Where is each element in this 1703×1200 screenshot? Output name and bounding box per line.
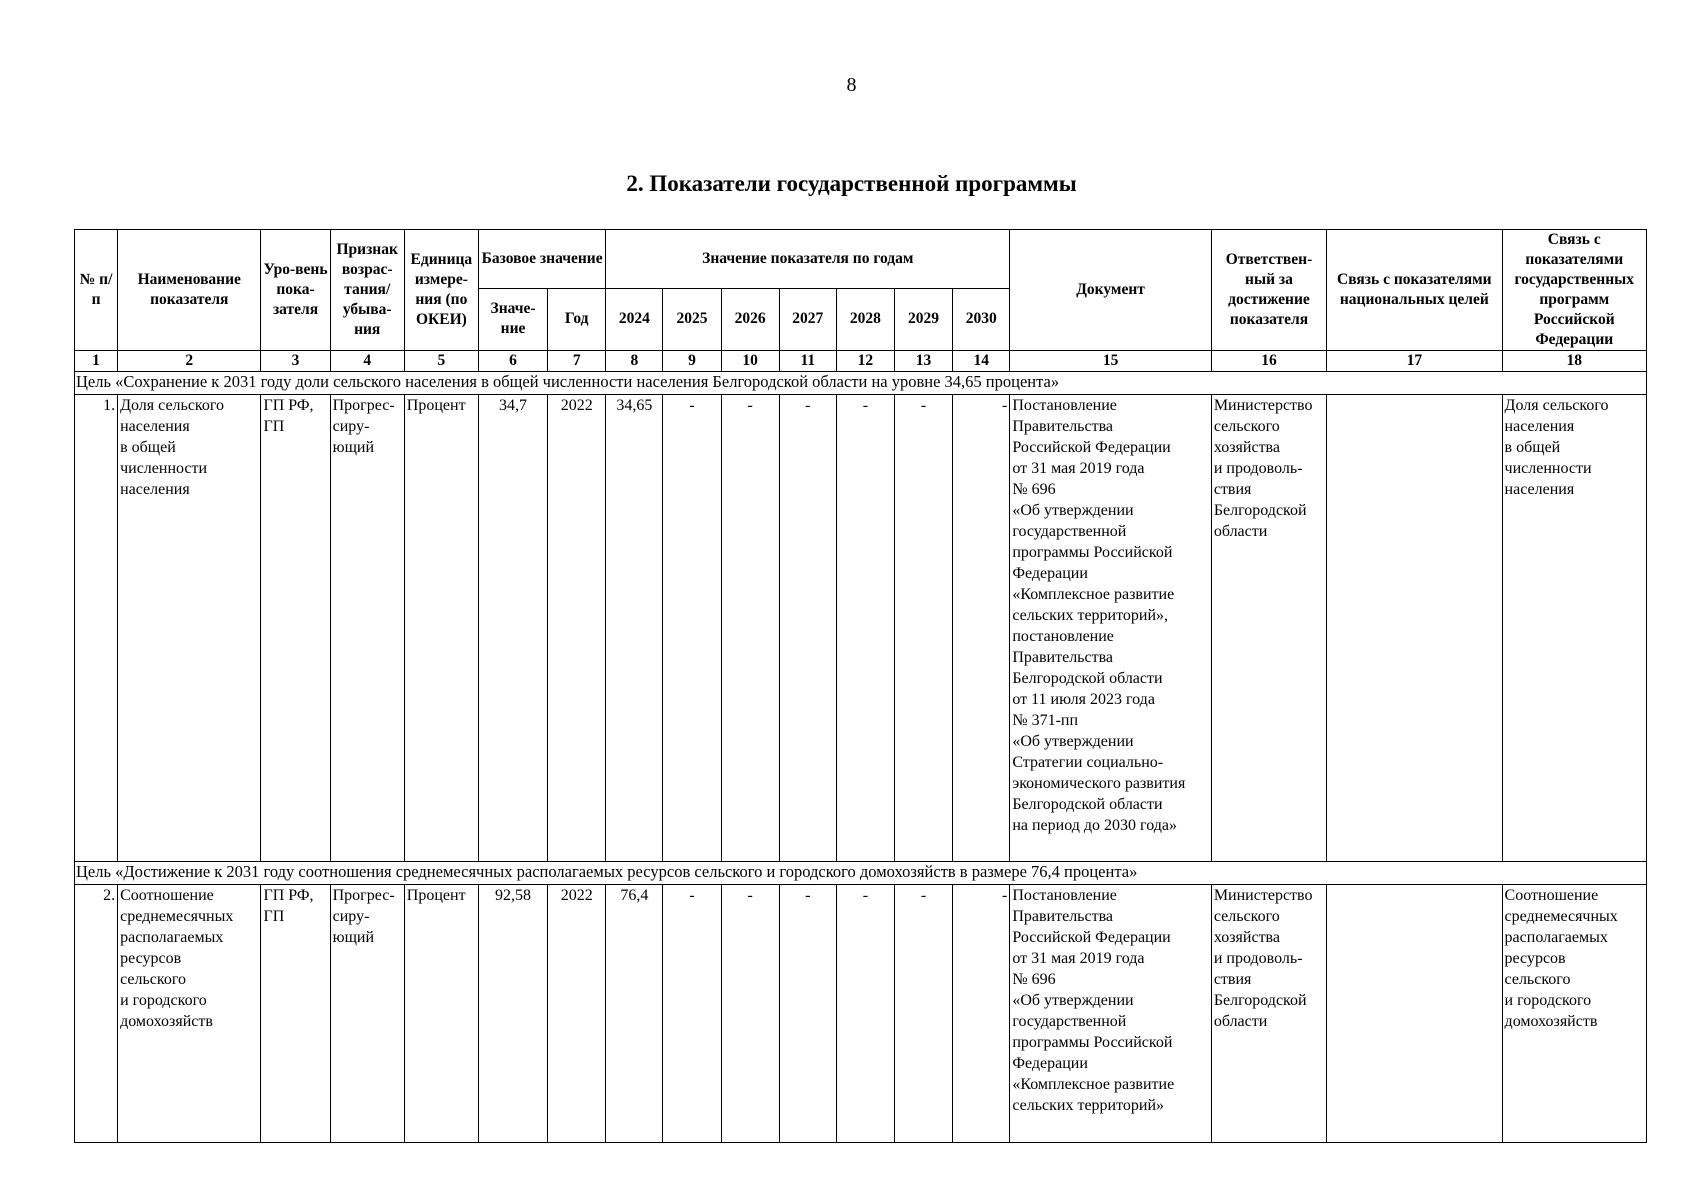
year-value: -	[953, 885, 1010, 1143]
page-title: 2. Показатели государственной программы	[626, 171, 1077, 196]
column-number: 2	[118, 351, 261, 372]
column-number: 12	[836, 351, 894, 372]
header-document: Документ	[1010, 230, 1212, 351]
column-number: 3	[261, 351, 330, 372]
indicator-sign: Прогрес- сиру- ющий	[330, 885, 404, 1143]
header-national-goals: Связь с показателями национальных целей	[1327, 230, 1502, 351]
header-values-by-year: Значение показателя по годам	[606, 230, 1010, 289]
column-number: 13	[894, 351, 952, 372]
goal-text: Цель «Достижение к 2031 году соотношения среднемесячных располагаемых ресурсов сельского и городского домохозяйств в размере 76,4 процента»	[75, 862, 1647, 885]
base-year: 2022	[548, 395, 606, 862]
indicator-row	[75, 395, 1647, 862]
header-year: 2024	[606, 288, 663, 350]
header-state-programs: Связь с показателями государственных программ Российской Федерации	[1502, 230, 1646, 351]
indicator-level: ГП РФ, ГП	[261, 885, 330, 1143]
year-value: -	[721, 885, 779, 1143]
year-value: -	[663, 395, 721, 862]
column-number: 18	[1502, 351, 1646, 372]
column-number: 6	[478, 351, 547, 372]
column-number: 16	[1211, 351, 1326, 372]
national-goals-text	[1327, 885, 1502, 1143]
header-responsible: Ответствен-ный за достижение показателя	[1211, 230, 1326, 351]
header-year: 2026	[721, 288, 779, 350]
indicator-level: ГП РФ, ГП	[261, 395, 330, 862]
row-num: 1.	[75, 395, 118, 862]
year-value: -	[663, 885, 721, 1143]
goal-text: Цель «Сохранение к 2031 году доли сельского населения в общей численности населения Белгородской области на уровне 34,65 процента»	[75, 372, 1647, 395]
column-number: 15	[1010, 351, 1212, 372]
goal-row	[75, 372, 1647, 395]
header-year: 2027	[779, 288, 836, 350]
responsible-text: Министерство сельского хозяйства и продоволь- ствия Белгородской области	[1211, 885, 1326, 1143]
national-goals-text	[1327, 395, 1502, 862]
year-value: -	[721, 395, 779, 862]
document-text: Постановление Правительства Российской Федерации от 31 мая 2019 года № 696 «Об утверждении государственной программы Российской Федерации «Комплексное развитие сельских территорий», постановление Правительства Белгородской области от 11 июля 2023 года № 371-пп «Об утверждении Стратегии социально- экономического развития Белгородской области на период до 2030 года»	[1010, 395, 1212, 862]
year-value: 34,65	[606, 395, 663, 862]
column-number: 17	[1327, 351, 1502, 372]
indicator-row	[75, 885, 1647, 1143]
base-year: 2022	[548, 885, 606, 1143]
header-year: 2029	[894, 288, 952, 350]
header-base-value: Значе-ние	[478, 288, 547, 350]
header-year: 2025	[663, 288, 721, 350]
header-base-year: Год	[548, 288, 606, 350]
column-number: 14	[953, 351, 1010, 372]
header-year: 2030	[953, 288, 1010, 350]
year-value: -	[894, 395, 952, 862]
year-value: -	[953, 395, 1010, 862]
column-number: 9	[663, 351, 721, 372]
column-number: 5	[404, 351, 478, 372]
indicators-table	[74, 229, 1647, 1143]
page-number: 8	[846, 74, 857, 96]
year-value: -	[836, 885, 894, 1143]
document-text: Постановление Правительства Российской Федерации от 31 мая 2019 года № 696 «Об утверждении государственной программы Российской Федерации «Комплексное развитие сельских территорий»	[1010, 885, 1212, 1143]
column-number: 10	[721, 351, 779, 372]
indicator-name: Соотношение среднемесячных располагаемых ресурсов сельского и городского домохозяйств	[118, 885, 261, 1143]
row-num: 2.	[75, 885, 118, 1143]
column-number: 7	[548, 351, 606, 372]
column-number: 8	[606, 351, 663, 372]
goal-row	[75, 862, 1647, 885]
indicator-unit: Процент	[404, 395, 478, 862]
header-sign: Признак возрас-тания/ убыва-ния	[330, 230, 404, 351]
year-value: -	[779, 395, 836, 862]
year-value: 76,4	[606, 885, 663, 1143]
header-num: № п/п	[75, 230, 118, 351]
header-level: Уро-вень пока-зателя	[261, 230, 330, 351]
year-value: -	[836, 395, 894, 862]
header-unit: Единица измере-ния (по ОКЕИ)	[404, 230, 478, 351]
year-value: -	[779, 885, 836, 1143]
indicator-unit: Процент	[404, 885, 478, 1143]
responsible-text: Министерство сельского хозяйства и продоволь- ствия Белгородской области	[1211, 395, 1326, 862]
header-row	[75, 230, 1647, 289]
indicator-sign: Прогрес- сиру- ющий	[330, 395, 404, 862]
year-value: -	[894, 885, 952, 1143]
header-base: Базовое значение	[478, 230, 605, 289]
column-number: 11	[779, 351, 836, 372]
column-number-row	[75, 351, 1647, 372]
state-programs-text: Соотношение среднемесячных располагаемых ресурсов сельского и городского домохозяйств	[1502, 885, 1646, 1143]
header-name: Наименование показателя	[118, 230, 261, 351]
header-year: 2028	[836, 288, 894, 350]
base-value: 34,7	[478, 395, 547, 862]
column-number: 1	[75, 351, 118, 372]
state-programs-text: Доля сельского населения в общей численности населения	[1502, 395, 1646, 862]
base-value: 92,58	[478, 885, 547, 1143]
indicator-name: Доля сельского населения в общей численности населения	[118, 395, 261, 862]
column-number: 4	[330, 351, 404, 372]
